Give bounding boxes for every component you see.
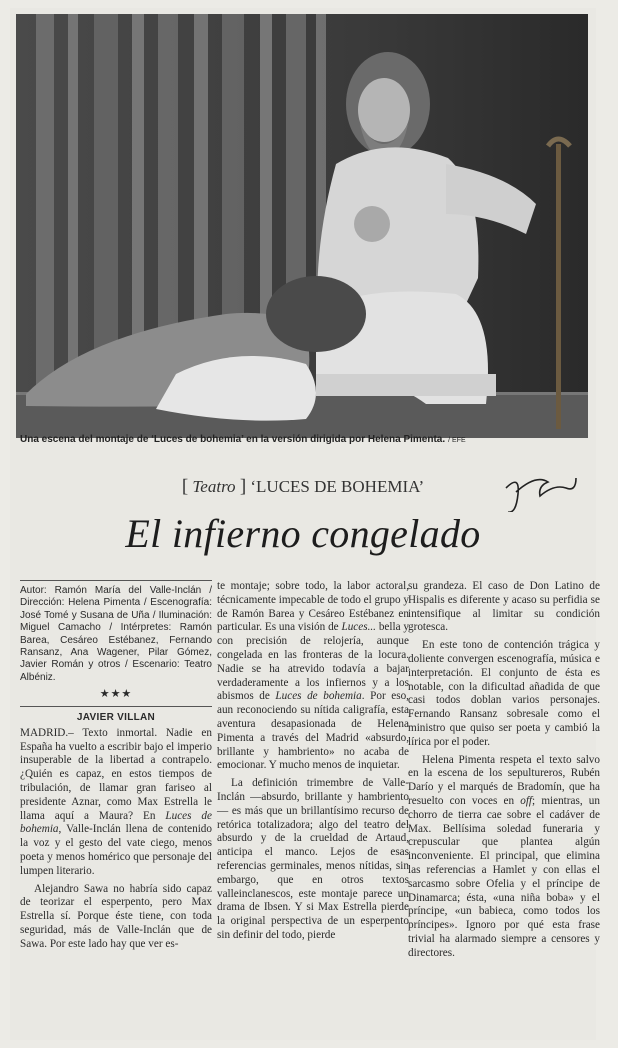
photo-credit: / EFE [448, 437, 466, 444]
paragraph-6: En este tono de contención trágica y doliente convergen escenografía, música e interpretación. El conjunto de ésta es notable, con la dificultad añadida de que casi todos doblan varios personajes. Fernando Ransanz sobresale como el ministro que quiso ser poeta y cambió la lírica por el poder. [408, 639, 600, 748]
production-credits: Autor: Ramón María del Valle-Inclán / Dirección: Helena Pimenta / Escenografía: José Tomé y Susana de Uña / Iluminación: Miguel Camacho / Intérpretes: Ramón Barea, Cesáreo Estébanez, Fernando Ransanz, Ana Wagener, Pilar Gómez, Javier Román y otros / Escenario: Teatro Albéniz. [20, 585, 212, 683]
stage-actors-illustration [16, 14, 588, 438]
play-title: ‘LUCES DE BOHEMIA’ [250, 477, 425, 496]
paragraph-5: su grandeza. El caso de Don Latino de Hispalis es diferente y acaso su perfidia se intensifique al limitar su condición grotesca. [408, 580, 600, 634]
column-3 [408, 580, 600, 961]
handwritten-signature [502, 466, 582, 512]
column-1 [20, 580, 212, 952]
caption-text: Una escena del montaje de ‘Luces de bohemia’ en la versión dirigida por Helena Pimenta. [20, 434, 446, 445]
paragraph-2: Alejandro Sawa no habría sido capaz de teorizar el esperpento, pero Max Estrella sí. Porque éste tiene, con toda seguridad, más de Valle-Inclán que de Sawa. Por este lado hay que ver es- [20, 882, 212, 950]
rating-stars: ★★★ [99, 688, 133, 701]
theatre-scene-photo [16, 14, 588, 438]
credits-rule [20, 706, 212, 707]
credits-rule-top [20, 580, 212, 581]
paragraph-1: MADRID.– Texto inmortal. Nadie en España ha vuelto a escribir bajo el imperio insuperable de la libertad a contrapelo. ¿Quién es capaz, en estos tiempos de tribulación, de llamar gran fariseo al presidente Aznar, como Max Estrella le llama aquí a Maura? En Luces de bohemia, Valle-Inclán llena de contenido la voz y el gesto del vate ciego, menos poeta y menos homérico que personaje del lumpen literario. [20, 726, 212, 877]
section-topic: Teatro [192, 477, 236, 496]
bracket-open: [ [181, 476, 189, 497]
bracket-close: ] [239, 476, 247, 497]
byline: JAVIER VILLAN [76, 712, 156, 724]
paragraph-3: te montaje; sobre todo, la labor actoral, técnicamente impecable de todo el grupo y de Ramón Barea y Cesáreo Estébanez en particular. Es una visión de Luces... bella y con precisión de relojería, aunque congelada en las fronteras de la locura. Nadie se ha atrevido todavía a bajar verdaderamente a los infiernos y a los abismos de Luces de bohemia. Por eso, aun reconociendo su nítida caligrafía, esta aventura desapasionada de Helena Pimenta a través del Madrid «absurdo, brillante y hambriento» no acaba de emocionar. Y mucho menos de inquietar. [217, 580, 409, 772]
photo-caption [20, 434, 590, 445]
column-2 [217, 580, 409, 943]
paragraph-4: La definición trimembre de Valle-Inclán —absurdo, brillante y hambriento— es más que un brillantísimo recurso de retórica totalizadora; algo del teatro del absurdo y de la crueldad de Artaud, anticipa el manco. Lejos de esas referencias germinales, menos nítidas, sin embargo, que en otros textos valleinclanescos, este montaje parece un drama de Ibsen. Y si Max Estrella pierde la original perspectiva de un esperpento sin definir del todo, pierde [217, 777, 409, 941]
newspaper-clipping [10, 8, 600, 1040]
paragraph-7: Helena Pimenta respeta el texto salvo en la escena de los sepultureros, Rubén Darío y el marqués de Bradomín, que ha resuelto con voces en off; mientras, un chorro de tierra cae sobre el cadáver de Max. Bellísima soledad funeraria y crepuscular que plantea algún inconveniente. El principal, que elimina las referencias a Hamlet y con ellas el sarcasmo sobre Ofelia y el príncipe de Dinamarca; ésta, «una niña boba» y el príncipe, «un babieca, como todos los príncipes». Ignoro por qué esta frase trivial ha alarmado siempre a censores y directores. [408, 753, 600, 959]
headline: El infierno congelado [125, 511, 481, 556]
